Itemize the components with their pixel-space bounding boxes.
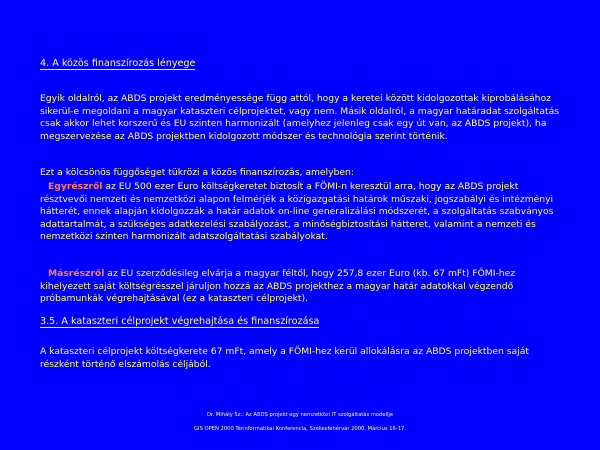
section-heading-2-text: 3.5. A kataszteri célprojekt végrehajtása és finanszírozása bbox=[40, 316, 320, 327]
paragraph-3-lead: Egyrészről bbox=[48, 181, 103, 192]
footer-line-1: Dr. Mihály Sz.: Az ABDS projekt egy nemzetközi IT szolgáltatás modellje bbox=[206, 412, 394, 418]
paragraph-4 bbox=[40, 268, 565, 306]
paragraph-2: Ezt a kölcsönös függőséget tükrözi a közös finanszírozás, amelyben: bbox=[40, 167, 354, 178]
section-heading-1 bbox=[40, 58, 195, 70]
section-heading-2 bbox=[40, 316, 319, 328]
paragraph-3 bbox=[40, 181, 565, 244]
paragraph-1: Egyik oldalról, az ABDS projekt eredményessége függ attól, hogy a keretei között kidolgozottak kiprobálásához sikerül-e megoldani a magyar kataszteri célprojektet, vagy nem. Másik oldalról, a magyar határadat szolgáltatás csak akkor lehet korszerű és EU szinten harmonizált (amelyhez jelenleg csak egy út van, az ABDS projekt), ha megszervezése az ABDS projektben kidolgozott módszer és technológia szerint történik. bbox=[40, 93, 560, 142]
paragraph-3-body: az EU 500 ezer Euro költségkeretet biztosít a FÖMI-n keresztül arra, hogy az ABDS projekt résztvevői nemzeti és nemzetközi alapon felmérjék a közigazgatási határok műszaki, jogszabályi és intézményi hátterét, ennek alapján kidolgozzák a határ adatok on-line generalizálási módszerét, a szolgáltatás szabványos adattartalmát, a szükséges adatkezelési szabályozást, a minőségbiztosítási hátteret, valamint a nemzeti és nemzetközi szinten harmonizált adatszolgáltatási szabályokat. bbox=[40, 181, 554, 242]
paragraph-4-body: az EU szerződésileg elvárja a magyar féltől, hogy 257,8 ezer Euro (kb. 67 mFt) FÖMI-hez kihelyezett saját költségrésszel járuljon hozzá az ABDS projekthez a magyar határ adatokkal végzendő próbamunkák végrehajtásával (ez a kataszteri célprojekt). bbox=[40, 268, 516, 304]
footer-line-2: GIS OPEN 2000 Térinformatikai Konferencia, Székesfehérvár 2000. Március 16-17. bbox=[194, 426, 406, 432]
paragraph-4-lead: Másrészről bbox=[48, 268, 105, 279]
paragraph-5: A kataszteri célprojekt költségkerete 67 mFt, amely a FÖMI-hez kerül allokálásra az ABDS projektben saját részként történő elszámolás céljából. bbox=[40, 346, 529, 370]
section-heading-1-text: 4. A közös finanszírozás lényege bbox=[40, 58, 196, 69]
